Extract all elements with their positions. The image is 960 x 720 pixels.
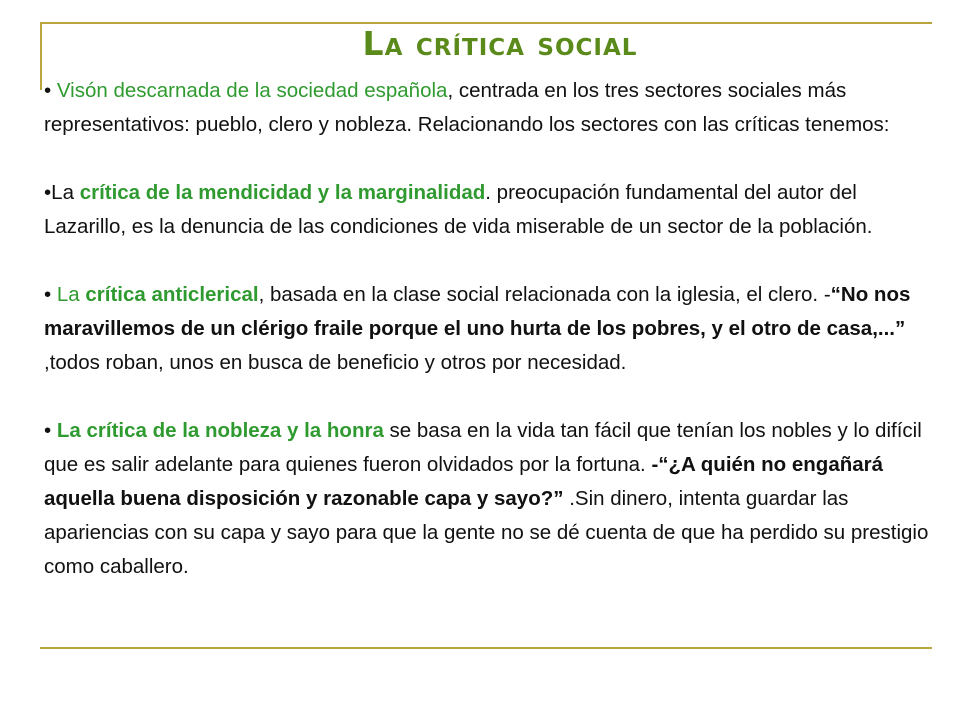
paragraph-text: ,todos roban, unos en busca de beneficio y otros por necesidad. (44, 351, 627, 374)
paragraph-anticlerical (44, 278, 944, 380)
paragraph-text: . preocupación fundamental del autor del Lazarillo, es la denuncia de las condiciones de vida miserable de un sector de la población. (44, 181, 873, 238)
quote-anticlerical: “No nos maravillemos de un clérigo fraile porque el uno hurta de los pobres, y el otro de casa,...” (44, 283, 911, 340)
highlight-nobleza: La crítica de la nobleza y la honra (56, 419, 384, 442)
bullet: • (44, 419, 57, 442)
highlight-anticlerical: crítica anticlerical (85, 283, 259, 306)
bullet: • (44, 283, 57, 306)
paragraph-text: se basa en la vida tan fácil que tenían los nobles y lo difícil que es salir adelante para quienes fueron olvidados por la fortuna. (44, 419, 922, 476)
frame-bottom-line (40, 647, 932, 649)
paragraph-text: , basada en la clase social relacionada con la iglesia, el clero. - (258, 283, 831, 306)
paragraph-text: .Sin dinero, intenta guardar las apariencias con su capa y sayo para que la gente no se dé cuenta de que ha perdido su prestigio como caballero. (44, 487, 929, 578)
paragraph-text: La (56, 283, 86, 306)
bullet: • (44, 79, 57, 102)
highlight-vision: Visón descarnada de la sociedad española (56, 79, 448, 102)
paragraph-vision (44, 74, 944, 142)
slide-content (44, 74, 944, 618)
paragraph-mendicidad (44, 176, 944, 244)
quote-nobleza: -“¿A quién no engañará aquella buena disposición y razonable capa y sayo?” (44, 453, 884, 510)
slide-title: La crítica social (362, 24, 638, 63)
paragraph-nobleza (44, 414, 944, 584)
highlight-mendicidad: crítica de la mendicidad y la marginalidad (79, 181, 486, 204)
paragraph-text: •La (44, 181, 80, 204)
paragraph-text: , centrada en los tres sectores sociales más representativos: pueblo, clero y nobleza. Relacionando los sectores con las críticas tenemos: (44, 79, 890, 136)
